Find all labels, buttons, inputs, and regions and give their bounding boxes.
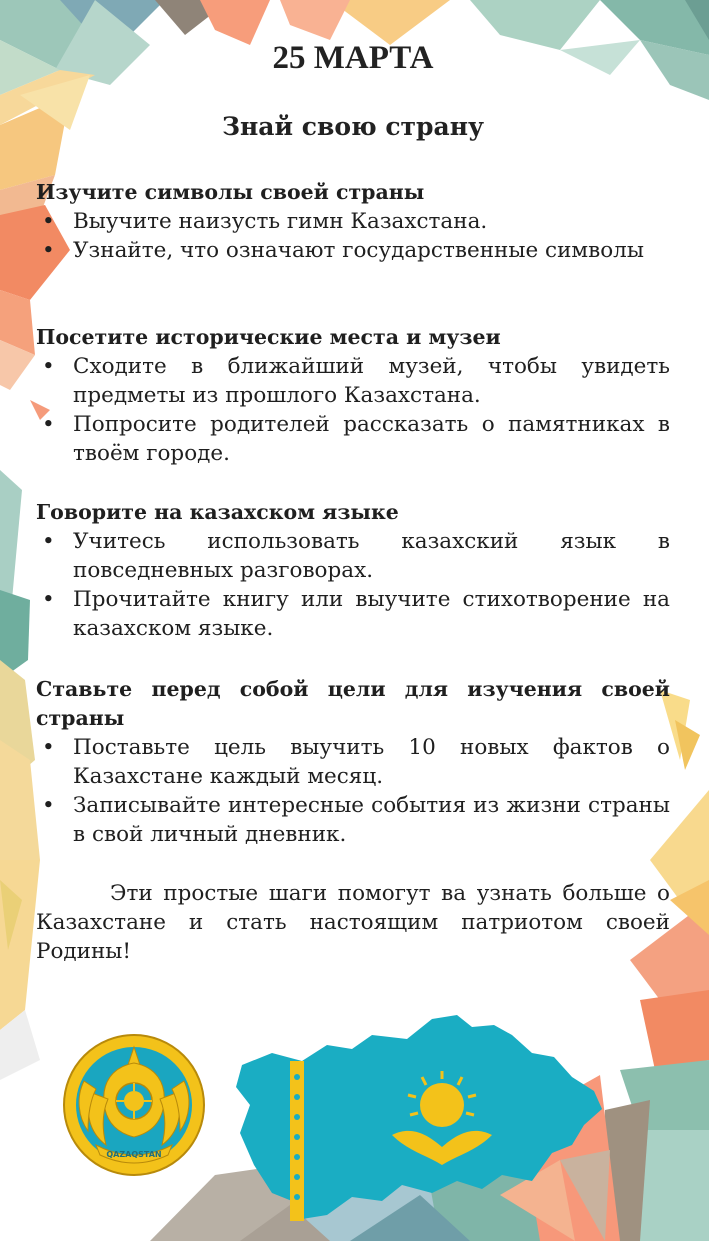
bullet-list: [36, 527, 670, 643]
closing-paragraph: Эти простые шаги помогут ва узнать больше о Казахстане и стать настоящим патриотом своей Родины!: [36, 881, 670, 964]
list-item: • Попросите родителей рассказать о памятниках в твоём городе.: [36, 410, 670, 468]
date-heading: 25 МАРТА: [272, 40, 434, 76]
section-symbols: [36, 178, 670, 265]
section-museums: [36, 323, 670, 468]
section-heading: Посетите исторические места и музеи: [36, 325, 501, 349]
bullet-list: [36, 733, 670, 849]
bullet-list: [36, 352, 670, 468]
section-heading: Изучите символы своей страны: [36, 180, 425, 204]
section-heading: Ставьте перед собой цели для изучения своей страны: [36, 677, 670, 730]
section-goals: [36, 675, 670, 849]
list-item: • Записывайте интересные события из жизни страны в свой личный дневник.: [36, 791, 670, 849]
list-item: • Поставьте цель выучить 10 новых фактов о Казахстане каждый месяц.: [36, 733, 670, 791]
section-language: [36, 498, 670, 643]
list-item: • Сходите в ближайший музей, чтобы увидеть предметы из прошлого Казахстана.: [36, 352, 670, 410]
list-item: • Учитесь использовать казахский язык в повседневных разговорах.: [36, 527, 670, 585]
state-emblem-icon: [62, 1033, 206, 1177]
bullet-list: [36, 207, 670, 265]
emblem-label: QAZAQSTAN: [106, 1150, 162, 1159]
kazakhstan-map-icon: [232, 1005, 604, 1237]
section-heading: Говорите на казахском языке: [36, 500, 399, 524]
list-item: • Узнайте, что означают государственные символы: [36, 236, 670, 265]
list-item: • Выучите наизусть гимн Казахстана.: [36, 207, 670, 236]
page-title: Знай свою страну: [221, 112, 485, 141]
list-item: • Прочитайте книгу или выучите стихотворение на казахском языке.: [36, 585, 670, 643]
